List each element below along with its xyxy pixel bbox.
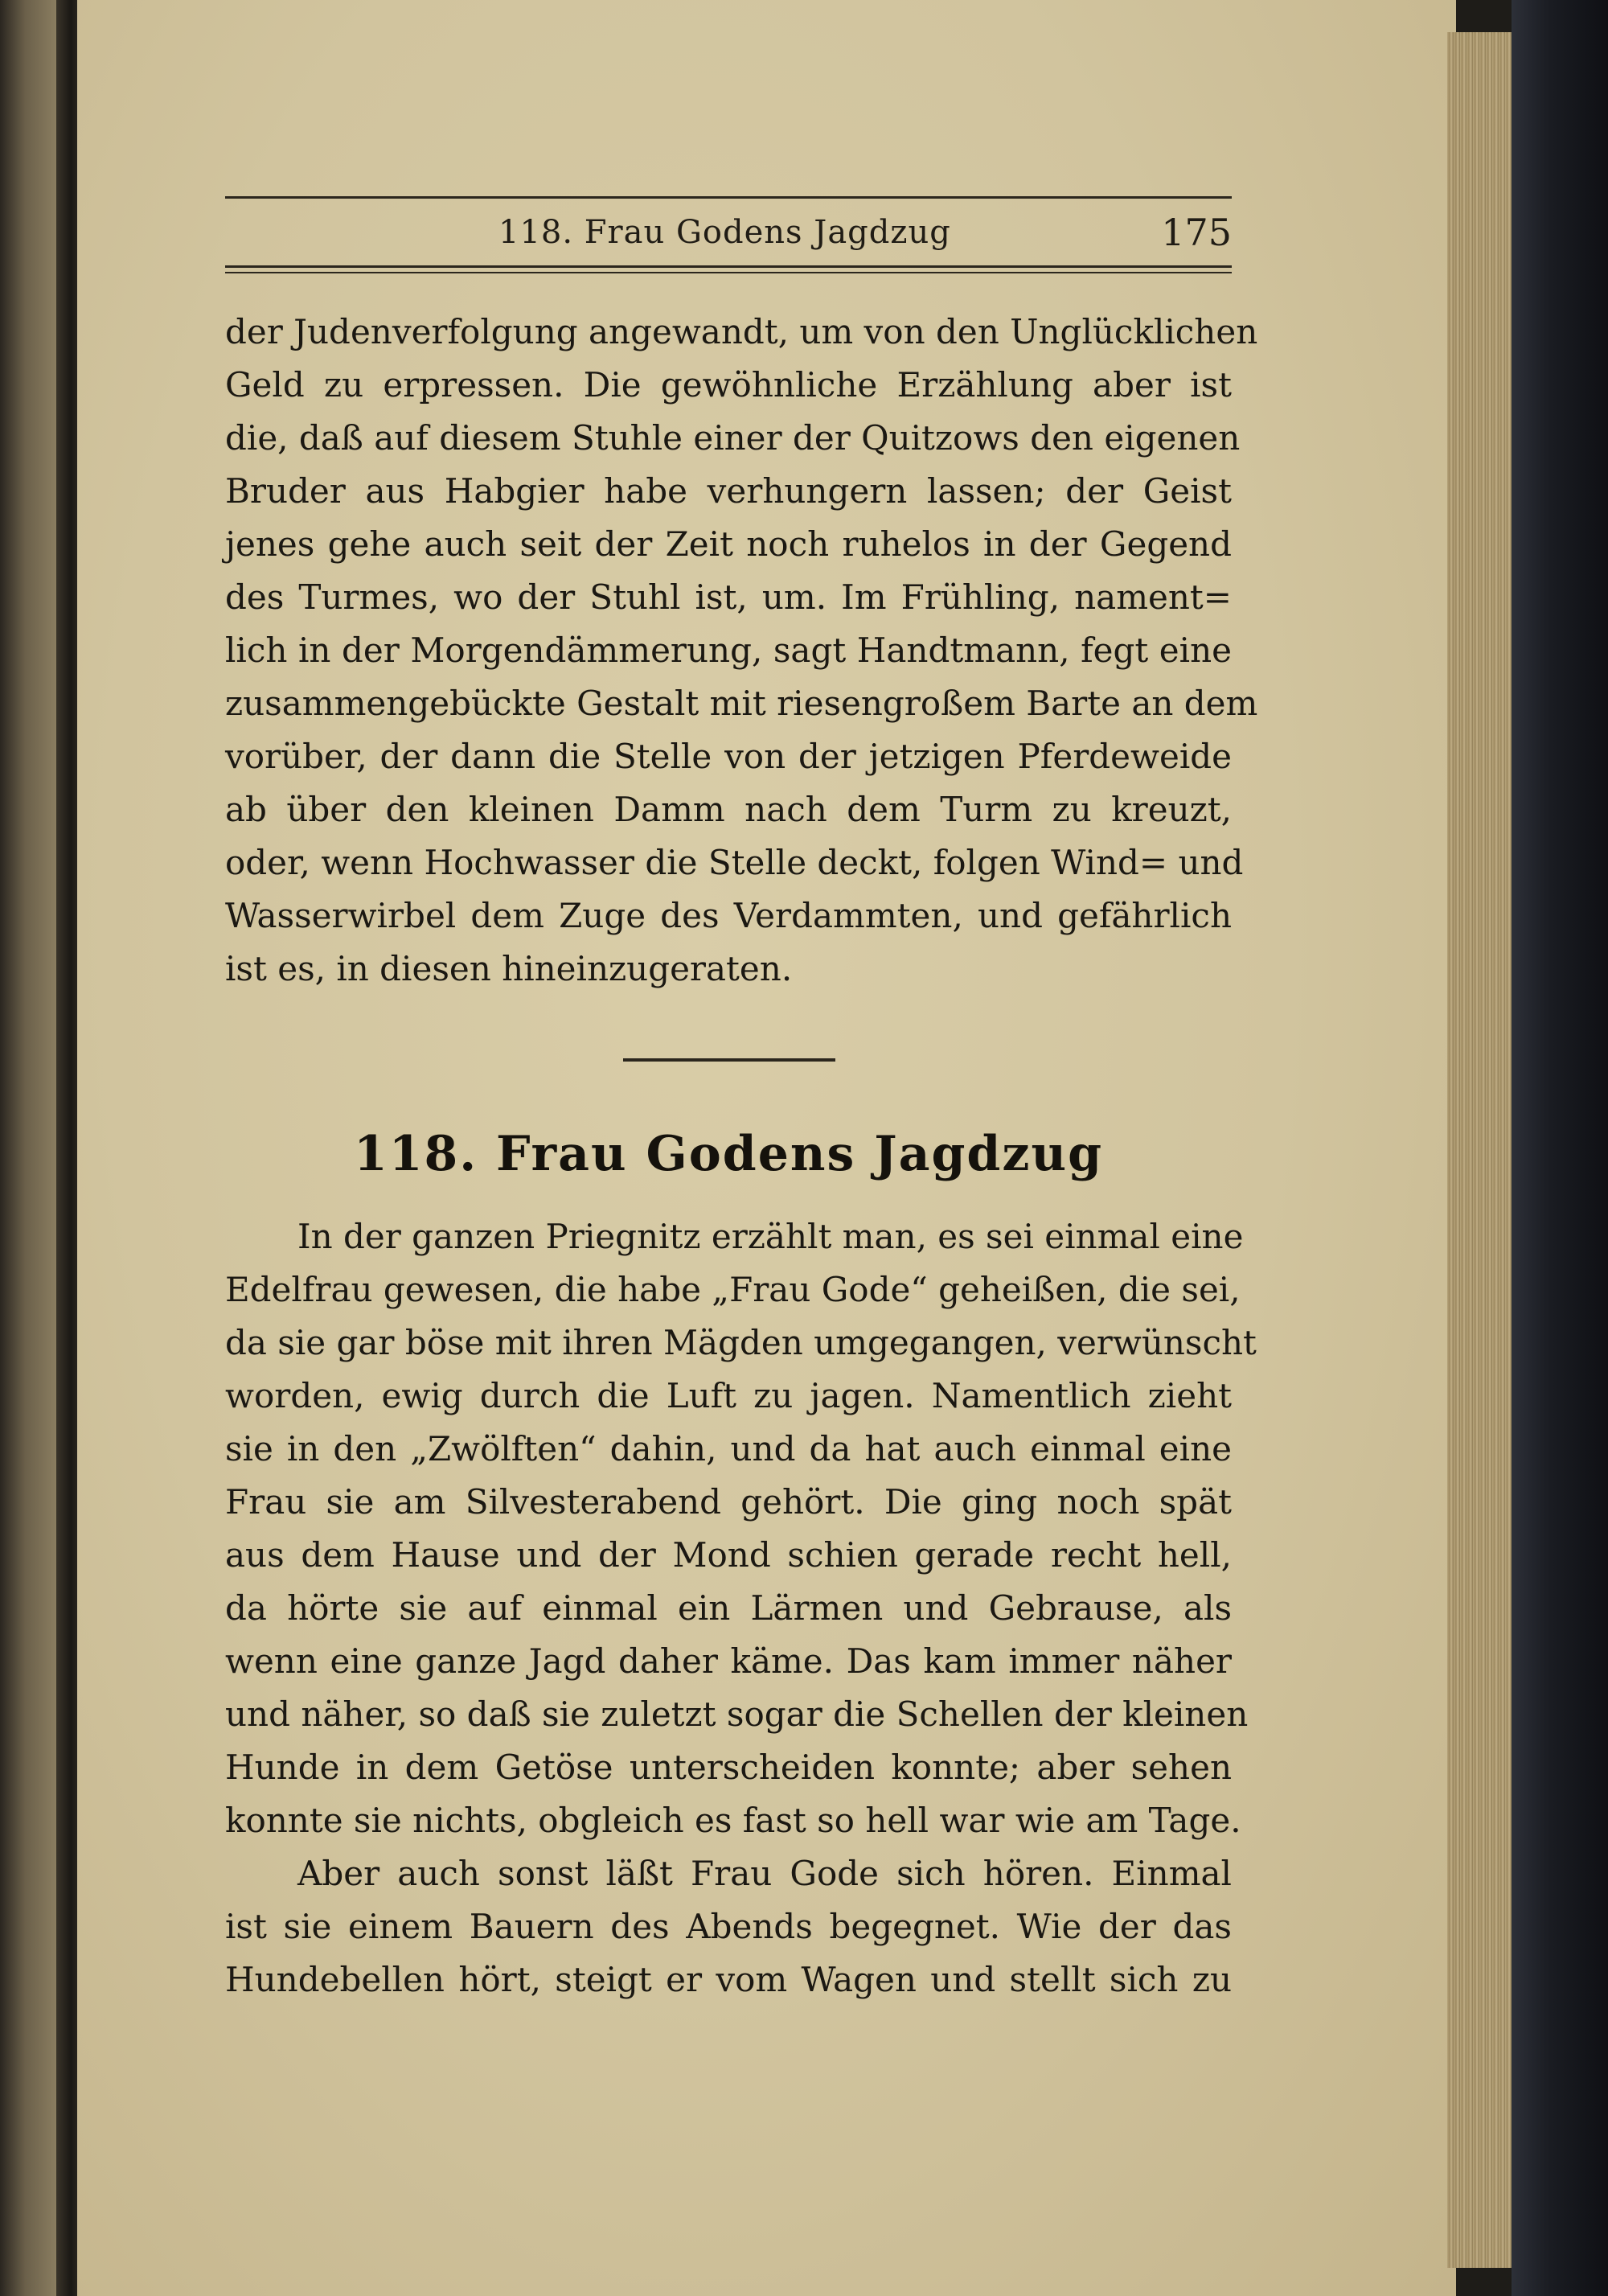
section-body [225,1210,1257,2006]
book-cover [1512,0,1608,2296]
text-line: In der ganzen Priegnitz erzählt man, es sei einmal eine [297,1217,1244,1256]
text-line: Aber auch sonst läßt Frau Gode sich hören. Einmal [297,1854,1232,1893]
text-line: ist sie einem Bauern des Abends begegnet. Wie der das [225,1907,1232,1946]
text-line: da sie gar böse mit ihren Mägden umgegangen, verwünscht [225,1323,1257,1362]
text-line: vorüber, der dann die Stelle von der jetzigen Pferdeweide [225,737,1232,776]
text-line: des Turmes, wo der Stuhl ist, um. Im Frühling, nament= [225,577,1232,617]
text-line: ist es, in diesen hineinzugeraten. [225,949,793,988]
text-line: Frau sie am Silvesterabend gehört. Die ging noch spät [225,1482,1232,1522]
continued-text [225,306,1258,996]
header-rule-bottom-2 [225,272,1232,273]
page-edges [1447,32,1512,2268]
text-line: zusammengebückte Gestalt mit riesengroßem Barte an dem [225,684,1258,723]
text-line: wenn eine ganze Jagd daher käme. Das kam immer näher [225,1641,1232,1681]
page-number: 175 [1161,211,1232,254]
text-line: aus dem Hause und der Mond schien gerade recht hell, [225,1535,1232,1575]
facing-page-edge [0,0,56,2296]
text-line: oder, wenn Hochwasser die Stelle deckt, folgen Wind= und [225,843,1244,882]
section-separator [623,1058,835,1062]
text-line: Hunde in dem Getöse unterscheiden konnte; aber sehen [225,1748,1232,1787]
header-rule-top [225,196,1232,199]
text-line: Edelfrau gewesen, die habe „Frau Gode“ geheißen, die sei, [225,1270,1241,1309]
text-line: Hundebellen hört, steigt er vom Wagen und stellt sich zu [225,1960,1232,1999]
text-line: die, daß auf diesem Stuhle einer der Quitzows den eigenen [225,418,1241,458]
section-heading: 118. Frau Godens Jagdzug [353,1126,1104,1182]
text-line: der Judenverfolgung angewandt, um von den Unglücklichen [225,312,1258,351]
text-line: und näher, so daß sie zuletzt sogar die Schellen der kleinen [225,1694,1249,1734]
text-line: jenes gehe auch seit der Zeit noch ruhelos in der Gegend [225,524,1232,564]
text-line: Wasserwirbel dem Zuge des Verdammten, und gefährlich [225,896,1232,935]
running-head-title: 118. Frau Godens Jagdzug [498,214,951,251]
text-line: da hörte sie auf einmal ein Lärmen und Gebrause, als [225,1588,1232,1628]
running-head [225,201,1232,265]
header-rule-bottom-1 [225,265,1232,268]
text-line: ab über den kleinen Damm nach dem Turm zu kreuzt, [225,790,1232,829]
text-line: Geld zu erpressen. Die gewöhnliche Erzählung aber ist [225,365,1232,405]
text-line: worden, ewig durch die Luft zu jagen. Namentlich zieht [225,1376,1232,1415]
text-line: sie in den „Zwölften“ dahin, und da hat auch einmal eine [225,1429,1232,1468]
text-line: konnte sie nichts, obgleich es fast so hell war wie am Tage. [225,1801,1241,1840]
text-line: lich in der Morgendämmerung, sagt Handtmann, fegt eine [225,630,1232,670]
text-line: Bruder aus Habgier habe verhungern lassen; der Geist [225,471,1232,511]
